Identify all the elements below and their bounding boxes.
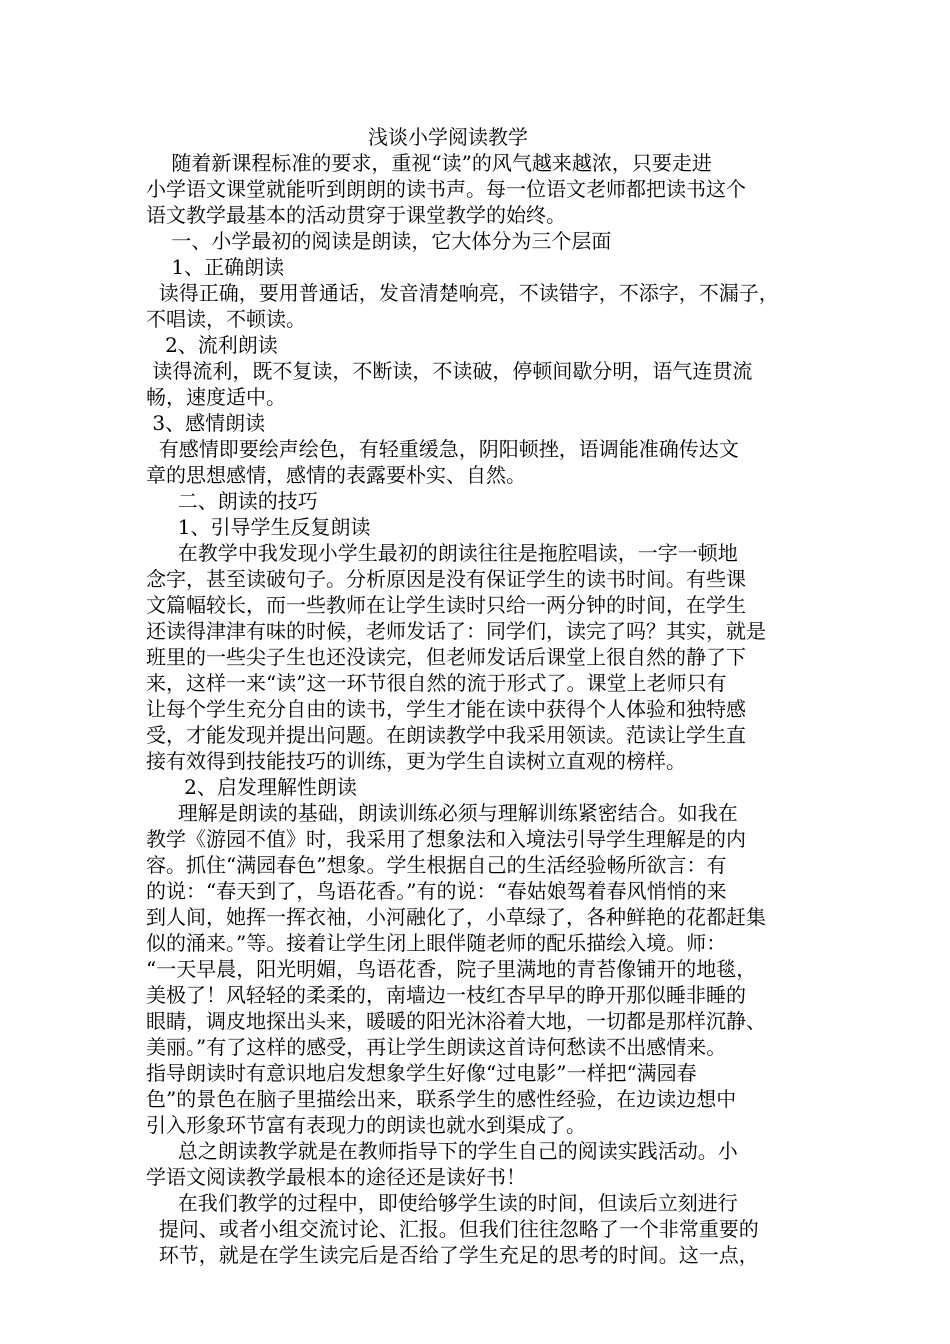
paragraph-line: 在教学中我发现小学生最初的朗读往往是拖腔唱读，一字一顿地 [146, 541, 738, 565]
paragraph-line: 教学《游园不值》时，我采用了想象法和入境法引导学生理解是的内 [146, 827, 746, 851]
paragraph-line: 3、感情朗读 [146, 411, 266, 435]
paragraph-line: 一、小学最初的阅读是朗读，它大体分为三个层面 [146, 229, 612, 253]
document-title: 浅谈小学阅读教学 [368, 125, 528, 149]
paragraph-line: 提问、或者小组交流讨论、汇报。但我们往往忽略了一个非常重要的 [146, 1217, 759, 1241]
paragraph-line: 2、流利朗读 [146, 333, 278, 357]
paragraph-line: 环节，就是在学生读完后是否给了学生充足的思考的时间。这一点， [146, 1243, 759, 1267]
paragraph-line: 念字，甚至读破句子。分析原因是没有保证学生的读书时间。有些课 [146, 567, 746, 591]
paragraph-line: 美极了！风轻轻的柔柔的，南墙边一枝红杏早早的睁开那似睡非睡的 [146, 983, 746, 1007]
paragraph-line: 引入形象环节富有表现力的朗读也就水到渠成了。 [146, 1113, 586, 1137]
paragraph-line: 似的涌来。”等。接着让学生闭上眼伴随老师的配乐描绘入境。师： [146, 931, 727, 955]
paragraph-line: 班里的一些尖子生也还没读完，但老师发话后课堂上很自然的静了下 [146, 645, 746, 669]
paragraph-line: 文篇幅较长，而一些教师在让学生读时只给一两分钟的时间，在学生 [146, 593, 746, 617]
paragraph-line: “一天早晨，阳光明媚，鸟语花香，院子里满地的青苔像铺开的地毯， [146, 957, 757, 981]
paragraph-line: 读得正确，要用普通话，发音清楚响亮，不读错字，不添字，不漏子， [146, 281, 779, 305]
paragraph-line: 语文教学最基本的活动贯穿于课堂教学的始终。 [146, 203, 566, 227]
paragraph-line: 理解是朗读的基础，朗读训练必须与理解训练紧密结合。如我在 [146, 801, 738, 825]
paragraph-line: 受，才能发现并提出问题。在朗读教学中我采用领读。范读让学生直 [146, 723, 746, 747]
paragraph-line: 色”的景色在脑子里描绘出来，联系学生的感性经验，在边读边想中 [146, 1087, 737, 1111]
paragraph-line: 来，这样一来“读”这一环节很自然的流于形式了。课堂上老师只有 [146, 671, 727, 695]
paragraph-line: 有感情即要绘声绘色，有轻重缓急，阴阳顿挫，语调能准确传达文 [146, 437, 739, 461]
paragraph-line: 读得流利，既不复读，不断读，不读破，停顿间歇分明，语气连贯流 [146, 359, 753, 383]
paragraph-line: 容。抓住“满园春色”想象。学生根据自己的生活经验畅所欲言：有 [146, 853, 727, 877]
paragraph-line: 眼睛，调皮地探出头来，暖暖的阳光沐浴着大地，一切都是那样沉静、 [146, 1009, 766, 1033]
paragraph-line: 接有效得到技能技巧的训练，更为学生自读树立直观的榜样。 [146, 749, 686, 773]
paragraph-line: 不唱读，不顿读。 [146, 307, 306, 331]
paragraph-line: 的说：“春天到了，鸟语花香。”有的说：“春姑娘驾着春风悄悄的来 [146, 879, 727, 903]
paragraph-line: 1、正确朗读 [146, 255, 285, 279]
paragraph-line: 章的思想感情，感情的表露要朴实、自然。 [146, 463, 526, 487]
paragraph-line: 还读得津津有味的时候，老师发话了：同学们，读完了吗？其实，就是 [146, 619, 766, 643]
paragraph-line: 美丽。”有了这样的感受，再让学生朗读这首诗何愁读不出感情来。 [146, 1035, 727, 1059]
paragraph-line: 在我们教学的过程中，即使给够学生读的时间，但读后立刻进行 [146, 1191, 738, 1215]
paragraph-line: 让每个学生充分自由的读书，学生才能在读中获得个人体验和独特感 [146, 697, 746, 721]
paragraph-line: 随着新课程标准的要求，重视“读”的风气越来越浓，只要走进 [146, 151, 712, 175]
paragraph-line: 指导朗读时有意识地启发想象学生好像“过电影”一样把“满园春 [146, 1061, 697, 1085]
paragraph-line: 小学语文课堂就能听到朗朗的读书声。每一位语文老师都把读书这个 [146, 177, 746, 201]
paragraph-line: 学语文阅读教学最根本的途径还是读好书！ [146, 1165, 526, 1189]
paragraph-line: 到人间，她挥一挥衣袖，小河融化了，小草绿了，各种鲜艳的花都赶集 [146, 905, 766, 929]
paragraph-line: 二、朗读的技巧 [146, 489, 318, 513]
paragraph-line: 畅，速度适中。 [146, 385, 286, 409]
paragraph-line: 2、启发理解性朗读 [146, 775, 357, 799]
paragraph-line: 总之朗读教学就是在教师指导下的学生自己的阅读实践活动。小 [146, 1139, 738, 1163]
paragraph-line: 1、引导学生反复朗读 [146, 515, 371, 539]
